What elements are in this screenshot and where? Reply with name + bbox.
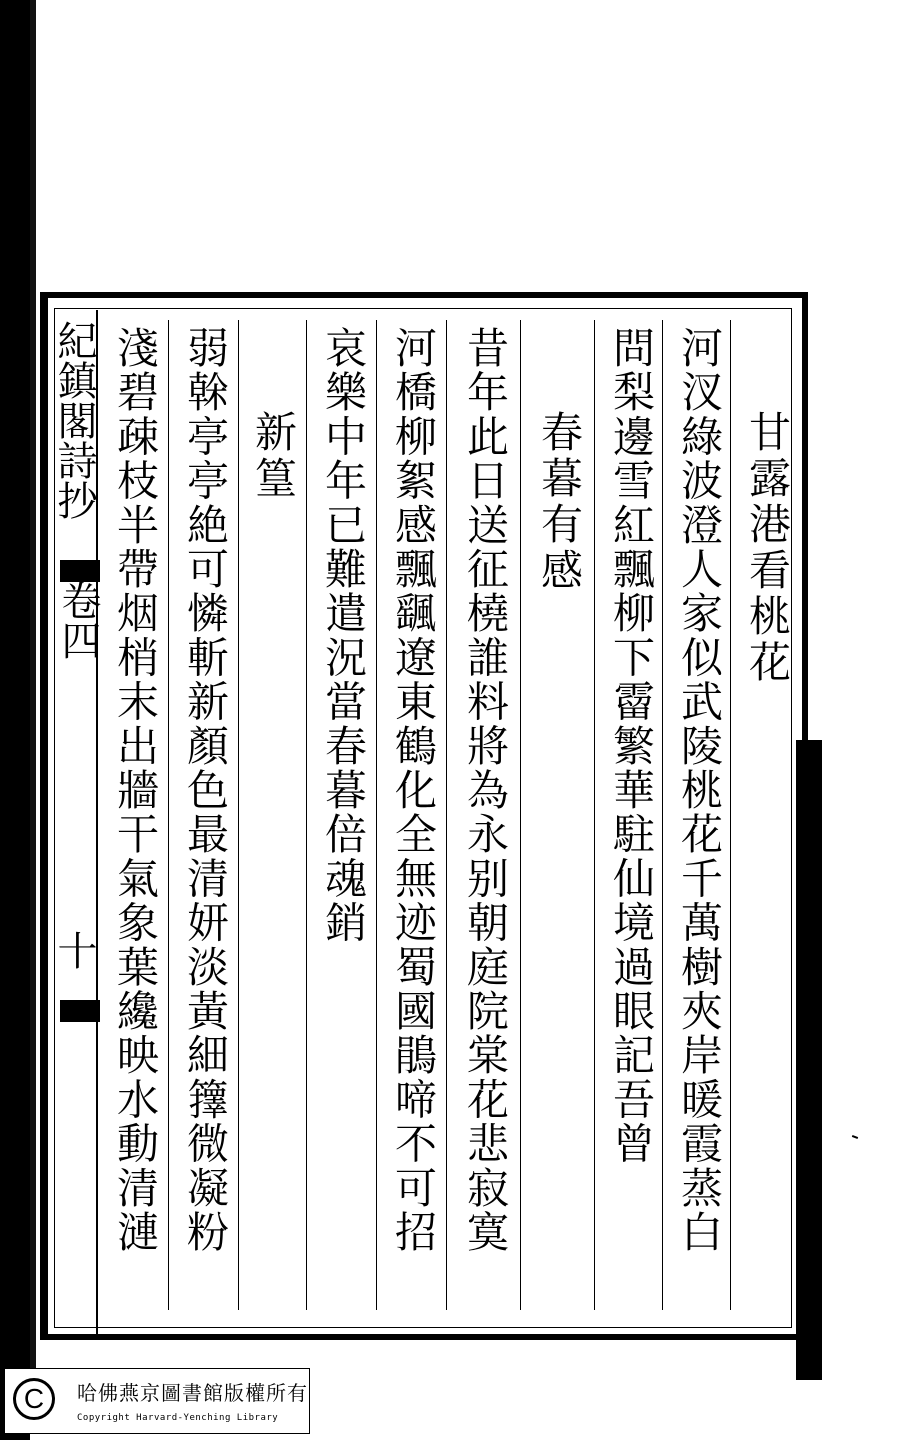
poem-line-column bbox=[668, 320, 730, 1312]
poem-title: 春暮有感 bbox=[535, 410, 584, 594]
poem-line: 弱榦亭亭絶可憐斬新顏色最清妍淡黃細籜微凝粉 bbox=[181, 326, 230, 1255]
copyright-icon: C bbox=[13, 1378, 55, 1420]
column-divider bbox=[376, 320, 377, 1310]
frame-right-edge bbox=[796, 740, 822, 1380]
poem-title: 甘露港看桃花 bbox=[743, 410, 792, 686]
column-divider bbox=[594, 320, 595, 1310]
copyright-text-chinese: 哈佛燕京圖書館版權所有 bbox=[77, 1381, 308, 1405]
binding-edge bbox=[30, 0, 36, 1400]
scan-speck bbox=[852, 1135, 858, 1139]
page-number: 十 bbox=[51, 930, 97, 970]
fishtail-mark-bottom bbox=[60, 1000, 100, 1022]
poem-line: 昔年此日送征橈誰料將為永别朝庭院棠花悲寂寞 bbox=[461, 326, 510, 1255]
poem-line-column bbox=[312, 320, 374, 1312]
poem-title: 新篁 bbox=[249, 410, 298, 502]
book-spine-shadow bbox=[0, 0, 30, 1440]
poem-line: 河橋柳絮感飄颻遼東鶴化全無迹蜀國鵑啼不可招 bbox=[389, 326, 438, 1255]
column-divider bbox=[662, 320, 663, 1310]
column-divider bbox=[446, 320, 447, 1310]
poem-title-column bbox=[528, 320, 590, 1312]
copyright-text-english: Copyright Harvard-Yenching Library bbox=[77, 1413, 279, 1423]
column-divider bbox=[306, 320, 307, 1310]
poem-line-column bbox=[382, 320, 444, 1312]
copyright-notice bbox=[4, 1368, 310, 1434]
poem-line: 問梨邊雪紅飄柳下霤繁華駐仙境過眼記吾曾 bbox=[607, 326, 656, 1166]
column-divider bbox=[730, 320, 731, 1310]
poem-line-column bbox=[454, 320, 516, 1312]
poem-line-column bbox=[174, 320, 236, 1312]
poem-line: 河汊綠波澄人家似武陵桃花千萬樹夾岸暖霞蒸白 bbox=[675, 326, 724, 1255]
column-divider bbox=[238, 320, 239, 1310]
poem-line: 淺碧疎枝半帶烟梢末出牆干氣象葉纔映水動清漣 bbox=[111, 326, 160, 1255]
poem-title-column bbox=[736, 320, 798, 1312]
book-title: 紀鎮閣詩抄 bbox=[51, 320, 97, 520]
column-divider bbox=[168, 320, 169, 1310]
volume-label: 卷四 bbox=[55, 580, 101, 660]
column-divider bbox=[520, 320, 521, 1310]
poem-title-column bbox=[242, 320, 304, 1312]
fishtail-mark-top bbox=[60, 560, 100, 582]
poem-line: 哀樂中年已難遣況當春暮倍魂銷 bbox=[319, 326, 368, 945]
poem-line-column bbox=[600, 320, 662, 1312]
poem-line-column bbox=[104, 320, 166, 1312]
